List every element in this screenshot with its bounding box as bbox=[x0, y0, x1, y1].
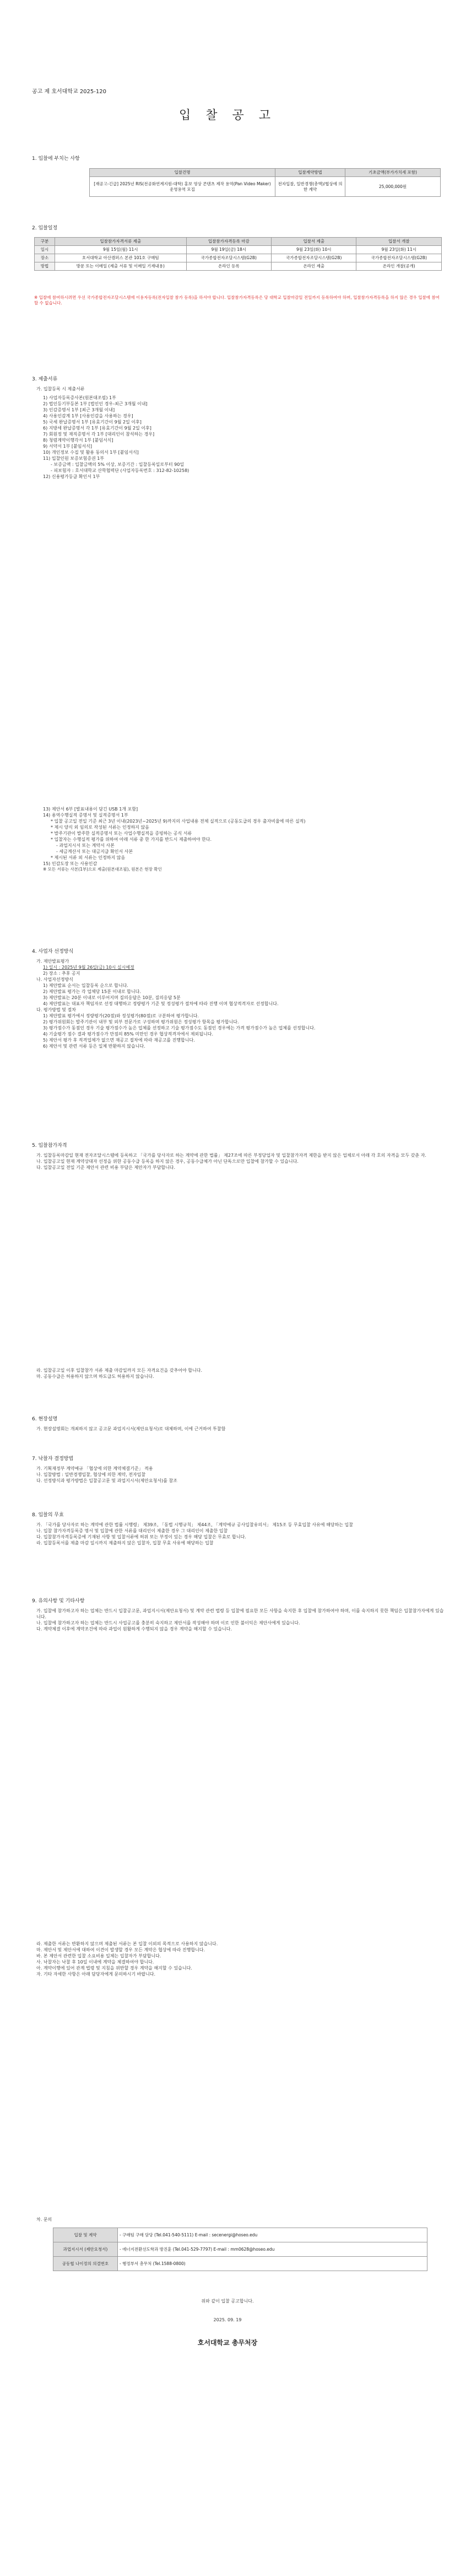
list-item: 4) 제안발표는 대표자 책임자로 선정 대행하고 정량평가 기준 및 정성평가 절차에 따라 진행 이며 협상적격자로 선정합니다. bbox=[43, 1001, 279, 1006]
list-item: 다. 선정방식과 평가방법은 입찰공고문 및 과업지시서(제안요청서)를 참조 bbox=[36, 1478, 177, 1483]
section-7-body bbox=[36, 1466, 444, 1484]
table-header: 입찰서 제출 bbox=[272, 238, 356, 246]
section-5-body bbox=[36, 1152, 444, 1171]
paragraph: 다. 입찰공고일 전일 기준 제안서 관련 비용 부담은 제안자가 부담합니다. bbox=[36, 1165, 176, 1170]
list-item: 2) 평가위원회는 발주기관이 내부 및 외부 전문가로 구성하며 평가위원은 정성평가 항목을 평가합니다. bbox=[43, 1019, 239, 1024]
table-cell: 9월 19일(금) 18시 bbox=[186, 246, 271, 254]
table-header: 입찰건명 bbox=[90, 169, 275, 177]
paragraph: 가. 입찰등록마감일 현재 전자조달시스템에 등록하고 「국가를 당사자로 하는 계약에 관한 법률」 제27조에 따른 부정당업자 및 입찰참가자격 제한을 받지 않은 업체로서 아래 각 호의 자격을 모두 갖춘 자. bbox=[36, 1153, 426, 1158]
paragraph: 나. 입찰공고일 현재 계약상대자 선정을 위한 공동수급 등록을 하지 않은 경우, 공동수급체가 아닌 단독으로만 입찰에 참가할 수 있습니다. bbox=[36, 1159, 299, 1164]
list-item: 3) 제안발표는 20분 이내로 이루어지며 질의응답은 10분, 질의응답 5분 bbox=[43, 995, 181, 1000]
eval-date: 1) 일시 : 2025년 9월 26일(금) 10시 실시예정 bbox=[43, 965, 134, 970]
section-6-heading: 6. 현장설명 bbox=[32, 1416, 58, 1422]
list-item: 15) 인감도장 또는 사용인감 bbox=[43, 861, 98, 866]
list-item: - 피보험자 : 호서대학교 산학협력단 (사업자등록번호 : 312-82-10258) bbox=[51, 468, 189, 473]
list-items bbox=[43, 395, 429, 480]
list-item: - 과업지시서 또는 계약서 사본 bbox=[56, 843, 115, 848]
contact-label: 과업지시서 (제안요청서) bbox=[53, 2242, 118, 2257]
list-item: 1) 사업자등록증사본(원본대조필) 1부 bbox=[43, 395, 116, 400]
table-cell: 온라인 등록 bbox=[186, 262, 271, 271]
table-cell: [재공고-긴급] 2025년 RIS(전공화연계지원-대학) 홍보 영상 콘텐츠 제작 용역(Pan Video Maker) 운영용역 모집 bbox=[90, 177, 275, 197]
list-item: 바. 본 제안서 관련한 입찰 소요비용 일체는 입찰자가 부담합니다. bbox=[36, 1954, 161, 1958]
contact-info: - 에너지전환선도학과 방진훈 (Tel.041-529-7797) E-mail : mm0628@hoseo.edu bbox=[118, 2242, 427, 2257]
schedule-table bbox=[34, 237, 442, 271]
list-item: 다. 입찰참가자격등록증에 기재된 사항 및 입찰서류에 허위 또는 부정이 있는 경우 해당 입찰은 무효로 합니다. bbox=[36, 1534, 246, 1539]
list-item: 나. 입찰방법 : 일반경쟁입찰, 협상에 의한 계약, 전자입찰 bbox=[36, 1472, 146, 1477]
list-item: 10) 개인정보 수집 및 활용 동의서 1부 [붙임서식] bbox=[43, 450, 139, 455]
table-cell: 국가종합전자조달시스템(G2B) bbox=[272, 254, 356, 262]
list-item: 1) 제안발표 평가에서 정량평가(20점)와 정성평가(80점)로 구분하여 평가합니다. bbox=[43, 1013, 199, 1018]
table-cell: 25,000,000원 bbox=[345, 177, 441, 197]
list-item: 나. 입찰에 참가하고자 하는 업체는 반드시 사업공고를 충분히 숙지하고 제안서를 작성해야 하며 이로 인한 불이익은 제안사에게 있습니다. bbox=[36, 1620, 300, 1625]
paragraph: 마. 공동수급은 허용하지 않으며 하도급도 허용하지 않습니다. bbox=[36, 1374, 154, 1379]
section-8-body bbox=[36, 1522, 444, 1546]
list-item: 2) 법인등기부등본 1부 [법인인 경우-최근 3개월 이내] bbox=[43, 401, 148, 406]
list-item: * 제시 양식 외 임의로 작성된 서류는 인정하지 않음 bbox=[51, 825, 149, 830]
section-1-table bbox=[89, 168, 441, 197]
list-item: 13) 제안서 6부 [발표내용이 담긴 USB 1개 포함] bbox=[43, 807, 138, 812]
list-item: 6) 제안서 및 관련 서류 등은 일체 반환하지 않습니다. bbox=[43, 1044, 145, 1049]
table-cell: 방법 bbox=[35, 262, 55, 271]
list-item: 마. 제안서 및 제안서에 대하여 이견이 발생할 경우 모든 계약은 협상에 따라 진행합니다. bbox=[36, 1947, 205, 1952]
table-cell: 호서대학교 아산캠퍼스 본관 101호 구매팀 bbox=[55, 254, 187, 262]
list-item: - 보증금액 : 입찰금액의 5% 이상, 보증기간 : 입찰등록일로부터 90일 bbox=[51, 462, 185, 467]
list-items-2 bbox=[43, 806, 429, 872]
list-item: 5) 국세 완납증명서 1부 [유효기간이 9월 2일 이후] bbox=[43, 420, 142, 425]
section-8-heading: 8. 입찰의 무효 bbox=[32, 1512, 64, 1518]
section-9-body bbox=[36, 1608, 444, 1632]
table-cell: 방문 또는 이메일 (제출 서류 및 이메일 기재내용) bbox=[55, 262, 187, 271]
list-item: 6) 지방세 완납증명서 각 1부 [유효기간이 9월 2일 이후] bbox=[43, 426, 151, 431]
list-item: 7) 회원정 및 재직증명서 각 1부 [대리인이 참석하는 경우] bbox=[43, 432, 155, 437]
list-item: 4) 사용인감계 1부 [사용인감을 사용하는 경우] bbox=[43, 414, 133, 418]
table-header: 구분 bbox=[35, 238, 55, 246]
list-item: * 발주기관이 발주한 실적증명서 또는 사업수행실적을 증빙하는 공식 서류 bbox=[51, 831, 192, 836]
section-9-heading: 9. 유의사항 및 기타사항 bbox=[32, 1598, 85, 1604]
contact-label: 입찰 및 계약 bbox=[53, 2228, 118, 2242]
list-item: * 제시된 서류 외 서류는 인정하지 않음 bbox=[51, 855, 126, 860]
list-item: ※ 모든 서류는 사본(1부)으로 제출(원본대조필), 원본은 현장 확인 bbox=[43, 867, 162, 872]
section-6-body: 가. 현장설명회는 개최하지 않고 공고문 과업지시서(제안요청서)로 대체하며, 이에 근거하여 투찰함 bbox=[36, 1426, 226, 1431]
table-cell: 온라인 개찰(공개) bbox=[356, 262, 442, 271]
closing-text: 위와 같이 입찰 공고합니다. bbox=[201, 2299, 254, 2304]
section-3-heading: 3. 제출서류 bbox=[32, 377, 58, 382]
table-header: 입찰참가자격등록 마감 bbox=[186, 238, 271, 246]
list-item: 2) 제안발표 평가는 각 업체당 15분 이내로 합니다. bbox=[43, 989, 141, 994]
paragraph: 라. 입찰공고일 이후 입찰참가 서류 제출 마감일까지 모든 자격요건을 갖추어야 합니다. bbox=[36, 1368, 202, 1373]
list-item: 14) 용역수행실적 증명서 및 실적증명서 1부 bbox=[43, 813, 128, 818]
list-item: 아. 계약이행에 있어 관계 법령 및 지침을 위반할 경우 계약을 해지할 수 있습니다. bbox=[36, 1966, 192, 1971]
table-cell: 9월 23일(화) 11시 bbox=[356, 246, 442, 254]
list-item bbox=[36, 964, 444, 970]
list-item: 사. 낙찰자는 낙찰 후 10일 이내에 계약을 체결하여야 합니다. bbox=[36, 1960, 154, 1965]
sub-heading: 나. 사업자선정방식 bbox=[36, 977, 73, 982]
list-item: 11) 입찰인원 보증보험증권 1부 bbox=[43, 456, 105, 461]
list-item: 라. 제출한 서류는 반환하지 않으며 제출된 서류는 본 입찰 이외의 목적으로 사용하지 않습니다. bbox=[36, 1941, 218, 1946]
sub-heading: 다. 평가방법 및 절차 bbox=[36, 1007, 76, 1012]
list-item: 가. 「국가를 당사자로 하는 계약에 관한 법률 시행령」 제39조, 「동법 시행규칙」 제44조, 「계약예규 공사입찰유의서」 제15조 등 무효입찰 사유에 해당하는 입찰 bbox=[36, 1522, 353, 1527]
table-cell: 온라인 제출 bbox=[272, 262, 356, 271]
list-item: 3) 인감증명서 1부 [최근 3개월 이내] bbox=[43, 407, 115, 412]
list-item: * 입찰자는 수행실적 평가를 위하여 아래 서류 중 한 가지를 반드시 제출하여야 한다. bbox=[51, 837, 212, 842]
table-cell: 9월 15일(월) 11시 bbox=[55, 246, 187, 254]
list-item: 가. 입찰에 참가하고자 하는 업체는 반드시 입찰공고문, 과업지시서(제안요청서) 및 계약 관련 법령 등 입찰에 필요한 모든 사항을 숙지한 후 입찰에 참가하여야 하며, 이를 숙지하지 못한 책임은 입찰참가자에게 있습니다. bbox=[36, 1608, 444, 1619]
table-cell: 국가종합전자조달시스템(G2B) bbox=[186, 254, 271, 262]
section-1-heading: 1. 입찰에 부치는 사항 bbox=[32, 156, 80, 162]
list-item: 2) 장소 : 추후 공지 bbox=[43, 971, 80, 976]
section-7-heading: 7. 낙찰자 결정방법 bbox=[32, 1456, 74, 1462]
table-cell: 9월 23일(화) 10시 bbox=[272, 246, 356, 254]
section-9-body-2 bbox=[36, 1941, 444, 1977]
doc-number: 공고 제 호서대학교 2025-120 bbox=[32, 89, 106, 95]
section-4-body bbox=[36, 958, 444, 1049]
list-item: 3) 평가점수가 동점인 경우 기술 평가점수가 높은 업체를 선정하고 기술 평가점수도 동점인 경우에는 가격 평가점수가 높은 업체를 선정합니다. bbox=[43, 1026, 316, 1031]
table-header: 입찰계약방법 bbox=[275, 169, 345, 177]
issuer-name: 호서대학교 총무처장 bbox=[197, 2339, 258, 2347]
list-item: - 세금계산서 또는 대금지급 확인서 사본 bbox=[56, 849, 133, 854]
list-item: 4) 기술평가 점수 결과 평가점수가 만점의 85% 미만인 경우 협상적격자에서 제외됩니다. bbox=[43, 1032, 213, 1037]
page-title: 입 찰 공 고 bbox=[179, 109, 276, 122]
sub-heading: 가. 제안발표평가 bbox=[36, 959, 69, 964]
contact-table bbox=[53, 2228, 427, 2271]
list-item: 자. 기타 자세한 사항은 아래 담당자에게 문의하시기 바랍니다. bbox=[36, 1972, 156, 1977]
section-5-heading: 5. 입찰참가자격 bbox=[32, 1143, 67, 1149]
list-item: 1) 제안발표 순서는 입찰등록 순으로 합니다. bbox=[43, 983, 128, 988]
bullet-text: * 입찰 공고일 전일 기준 최근 3년 이내(2023년~2025년 9)까지의 사업내용 전체 실적으로 (공동도급의 경우 출자비율에 따른 실적) bbox=[51, 819, 306, 824]
list-item bbox=[43, 818, 429, 824]
list-item: 가. 기획재정부 계약예규 「협상에 의한 계약체결기준」 적용 bbox=[36, 1466, 153, 1471]
table-cell: 장소 bbox=[35, 254, 55, 262]
announce-date: 2025. 09. 19 bbox=[213, 2317, 242, 2322]
list-item: 12) 신용평가등급 확인서 1부 bbox=[43, 474, 100, 479]
list-item: 8) 청렴계약이행각서 1부 [붙임서식] bbox=[43, 438, 113, 443]
table-header: 기초금액(부가가치세 포함) bbox=[345, 169, 441, 177]
section-5-body-2 bbox=[36, 1367, 444, 1380]
sub-heading: 가. 입찰등록 시 제출서류 bbox=[36, 387, 85, 391]
contact-info: - 행정부서 총무처 (Tel.1588-0800) bbox=[118, 2257, 427, 2271]
section-4-heading: 4. 사업자 선정방식 bbox=[32, 949, 74, 954]
section-2-heading: 2. 입찰일정 bbox=[32, 226, 58, 231]
table-header: 입찰참가자격서류 제출 bbox=[55, 238, 187, 246]
list-item: 라. 입찰등록서를 제출 마감 일시까지 제출하지 않은 입찰자, 입찰 무효 사유에 해당하는 입찰 bbox=[36, 1541, 214, 1545]
list-item: 5) 제안서 평가 후 적격업체가 없으면 재공고 절차에 따라 재공고를 진행합니다. bbox=[43, 1038, 195, 1043]
list-item: 다. 계약체결 이후에 계약조건에 따라 과업이 원활하게 수행되지 않을 경우 계약을 해지할 수 있습니다. bbox=[36, 1627, 232, 1632]
table-header: 입찰서 개찰 bbox=[356, 238, 442, 246]
schedule-note: ※ 입찰에 참여하시려면 우선 국가종합전자조달시스템에 이용자등록(전자입찰 참가 등록)을 하셔야 합니다. 입찰참가자격등록은 당 대학교 입찰마감일 전일까지 등록하여야 하며, 입찰참가자격등록을 하지 않은 경우 입찰에 참여할 수 없습니다. bbox=[34, 295, 440, 305]
table-cell: 국가종합전자조달시스템(G2B) bbox=[356, 254, 442, 262]
table-cell: 전자입찰, 일반경쟁(총액)/협상에 의한 계약 bbox=[275, 177, 345, 197]
contact-label: 공동협 나이정의 의결번호 bbox=[53, 2257, 118, 2271]
contact-heading: 차. 문의 bbox=[36, 2217, 52, 2222]
table-cell: 일시 bbox=[35, 246, 55, 254]
list-item: 나. 입찰 참가자격등록증 명서 및 입찰에 관한 서류를 대리인이 제출한 경우 그 대리인이 제출한 입찰 bbox=[36, 1528, 228, 1533]
list-item: 9) 서약서 1부 [붙임서식] bbox=[43, 444, 92, 449]
contact-info: - 구매팀 구매 담당 (Tel.041-540-5111) E-mail : secenergi@hoseo.edu bbox=[118, 2228, 427, 2242]
